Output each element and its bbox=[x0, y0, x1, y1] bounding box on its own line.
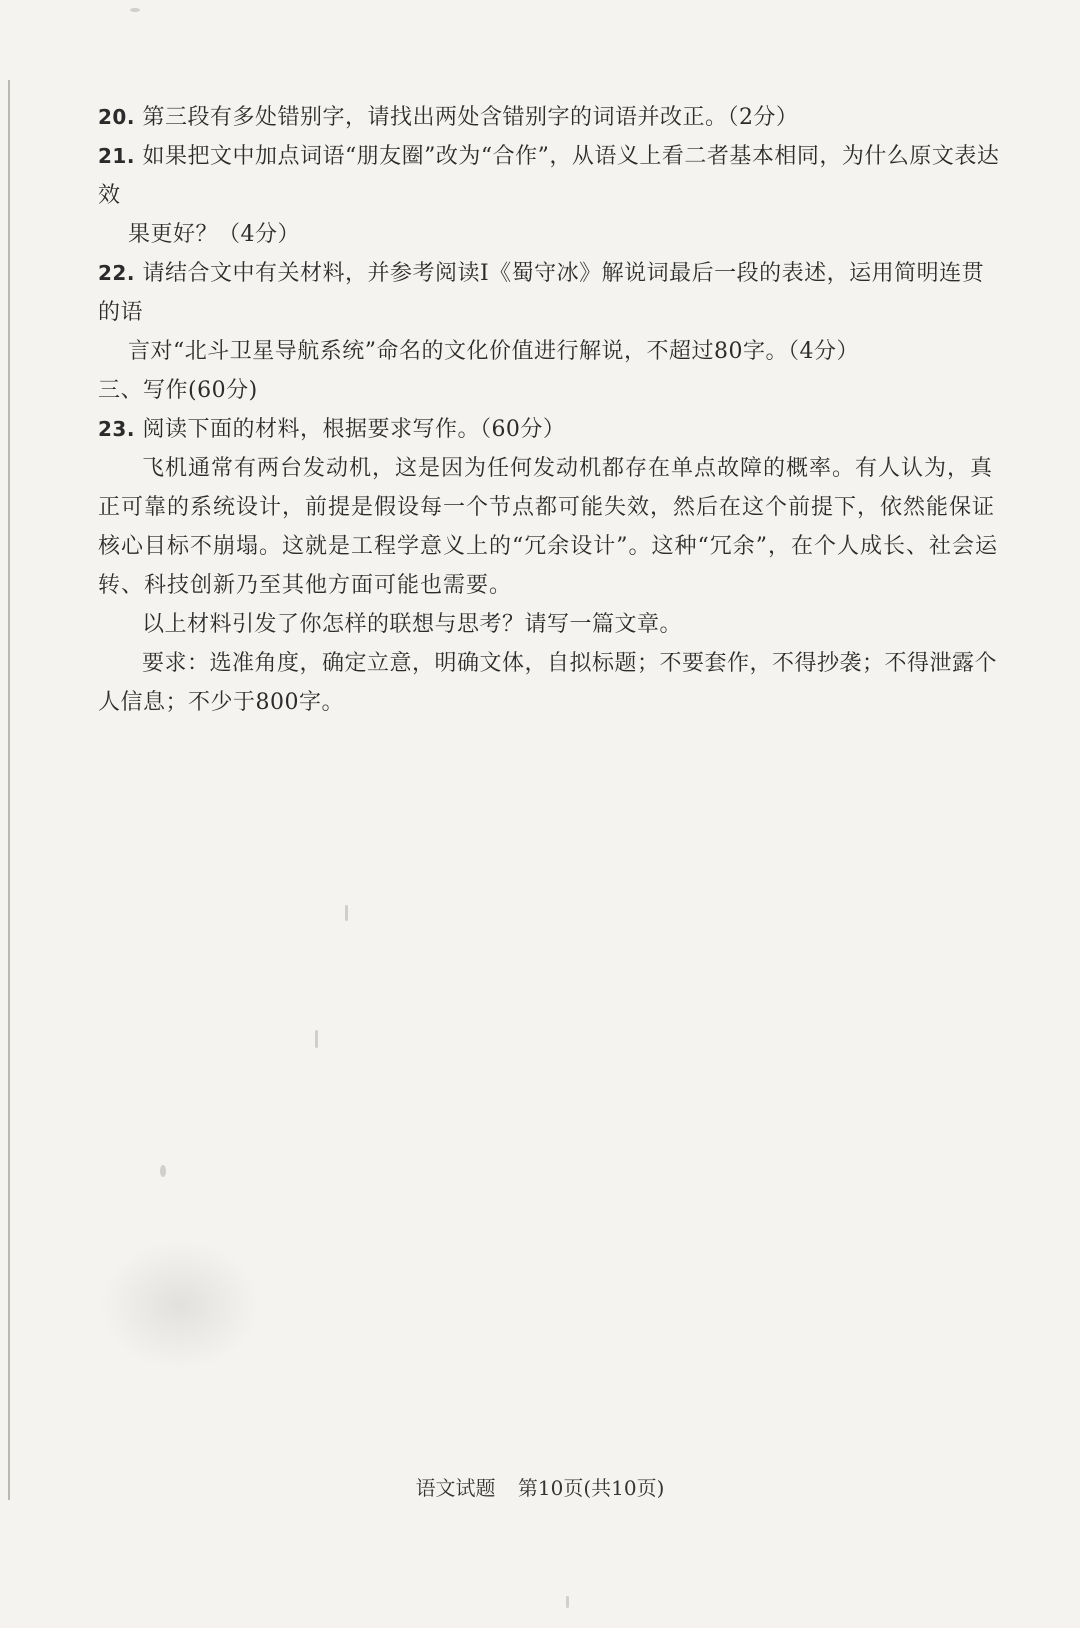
scan-speck bbox=[160, 1165, 166, 1177]
exam-content bbox=[98, 98, 1004, 722]
scan-smudge bbox=[100, 1240, 260, 1370]
writing-prompt: 以上材料引发了你怎样的联想与思考？请写一篇文章。 bbox=[142, 612, 683, 637]
footer-subject: 语文试题 bbox=[415, 1476, 496, 1500]
writing-material: 飞机通常有两台发动机，这是因为任何发动机都存在单点故障的概率。有人认为，真正可靠的系统设计，前提是假设每一个节点都可能失效，然后在这个前提下，依然能保证核心目标不崩塌。这就是工程学意义上的“冗余设计”。这种“冗余”，在个人成长、社会运转、科技创新乃至其他方面可能也需要。 bbox=[98, 456, 998, 598]
question-number: 21. bbox=[98, 144, 135, 168]
footer-page-number: 第10页(共10页) bbox=[517, 1476, 665, 1500]
writing-requirements: 要求：选准角度，确定立意，明确文体，自拟标题；不要套作，不得抄袭；不得泄露个人信息；不少于800字。 bbox=[98, 651, 998, 715]
question-22-continued: 言对“北斗卫星导航系统”命名的文化价值进行解说，不超过80字。（4分） bbox=[128, 339, 859, 364]
section-title: 三、写作(60分) bbox=[98, 378, 258, 403]
question-number: 23. bbox=[98, 417, 135, 441]
question-23 bbox=[98, 410, 1004, 449]
question-20 bbox=[98, 98, 1004, 137]
question-number: 20. bbox=[98, 105, 135, 129]
question-text: 如果把文中加点词语“朋友圈”改为“合作”，从语义上看二者基本相同，为什么原文表达效 bbox=[98, 144, 1000, 208]
question-22 bbox=[98, 254, 1004, 332]
scan-speck bbox=[315, 1030, 318, 1048]
scan-speck bbox=[345, 905, 348, 921]
scan-speck bbox=[130, 8, 140, 12]
question-21-continued: 果更好？（4分） bbox=[128, 222, 300, 247]
scan-speck bbox=[566, 1596, 569, 1608]
page-footer bbox=[0, 1472, 1080, 1501]
question-text: 阅读下面的材料，根据要求写作。（60分） bbox=[142, 417, 566, 442]
question-number: 22. bbox=[98, 261, 135, 285]
binding-line bbox=[8, 80, 10, 1500]
question-21 bbox=[98, 137, 1004, 215]
question-text: 第三段有多处错别字，请找出两处含错别字的词语并改正。（2分） bbox=[142, 105, 799, 130]
question-text: 请结合文中有关材料，并参考阅读Ⅰ《蜀守冰》解说词最后一段的表述，运用简明连贯的语 bbox=[98, 261, 985, 325]
